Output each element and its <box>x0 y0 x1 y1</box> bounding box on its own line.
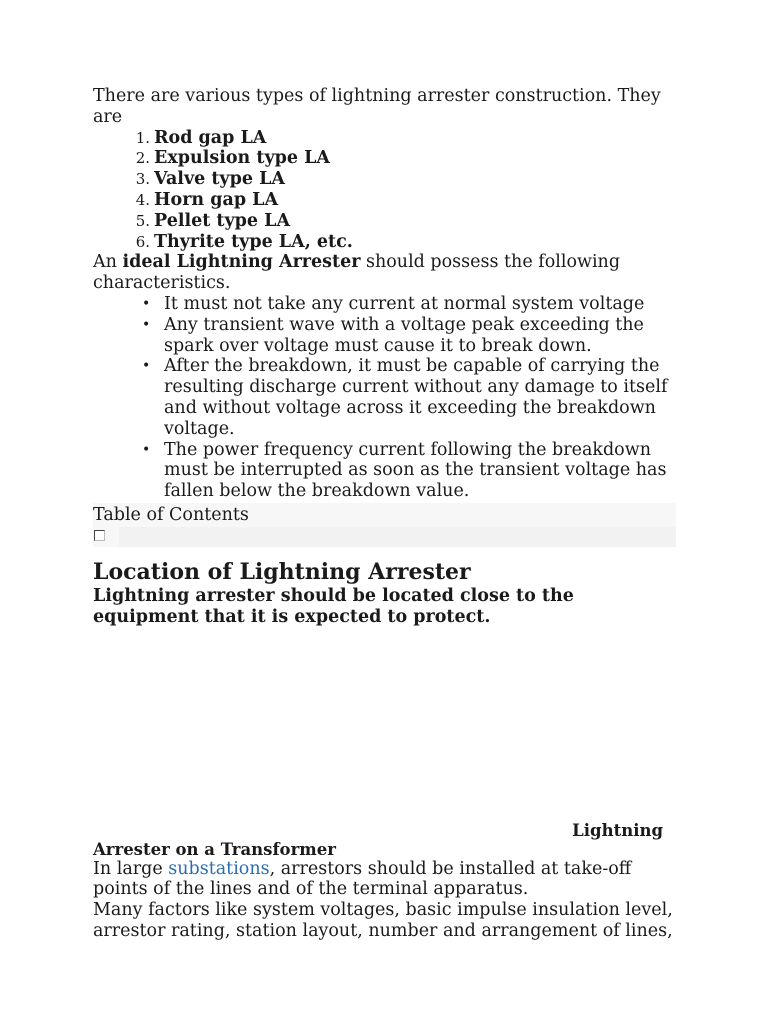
list-item <box>135 148 678 169</box>
list-item <box>135 231 678 253</box>
list-item <box>142 314 678 357</box>
substations-link[interactable]: substations <box>168 858 270 879</box>
list-item <box>142 439 678 502</box>
factors-paragraph: Many factors like system voltages, basic impulse insulation level, arrestor rating, station layout, number and arrangement of lines, <box>93 900 673 941</box>
intro-text: There are various types of lightning arrester construction. They are <box>93 86 661 127</box>
ideal-bold-text: ideal Lightning Arrester <box>122 252 361 273</box>
list-item-label: Expulsion type LA <box>154 148 330 169</box>
ideal-prefix: An <box>93 252 123 273</box>
characteristics-list <box>93 294 678 502</box>
characteristic-text: After the breakdown, it must be capable of carrying the resulting discharge current without any damage to itself and without voltage across it exceeding the breakdown voltage. <box>164 356 668 439</box>
bullet-icon: • <box>142 316 151 333</box>
list-number: 4. <box>135 190 150 209</box>
characteristic-text: Any transient wave with a voltage peak exceeding the spark over voltage must cause it to break down. <box>164 314 644 356</box>
characteristic-text: It must not take any current at normal system voltage <box>164 293 645 314</box>
image-caption-line2: Arrester on a Transformer <box>93 839 336 859</box>
location-heading: Location of Lightning Arrester <box>93 558 471 585</box>
substations-paragraph <box>93 859 678 901</box>
list-item <box>135 210 678 232</box>
list-item-label: Valve type LA <box>154 169 285 190</box>
list-item-label: Horn gap LA <box>154 189 279 210</box>
table-of-contents <box>93 503 676 547</box>
document-page <box>93 86 678 942</box>
image-caption-line1: Lightning <box>572 820 663 840</box>
toc-toggle-checkbox[interactable] <box>94 530 105 541</box>
list-number: 6. <box>135 232 150 251</box>
list-item <box>135 127 678 149</box>
toc-title: Table of Contents <box>93 504 249 525</box>
list-item <box>142 356 678 439</box>
bullet-icon: • <box>142 358 151 375</box>
list-item <box>142 293 678 315</box>
list-item-label: Pellet type LA <box>154 210 291 231</box>
list-number: 1. <box>135 128 150 147</box>
list-item-label: Thyrite type LA, etc. <box>154 231 353 252</box>
para1-suffix: , arrestors should be installed at take-off points of the lines and of the terminal apparatus. <box>93 858 632 900</box>
ideal-arrester-paragraph <box>93 252 678 294</box>
para1-prefix: In large <box>93 858 169 879</box>
bullet-icon: • <box>142 441 151 458</box>
list-number: 2. <box>135 149 150 168</box>
ideal-suffix: should possess the following characteristics. <box>93 252 621 294</box>
list-item <box>135 189 678 211</box>
location-subheading: Lightning arrester should be located close to the equipment that it is expected to protect. <box>93 585 574 627</box>
list-item <box>135 169 678 190</box>
bullet-icon: • <box>142 295 151 312</box>
arrester-types-list <box>93 128 678 253</box>
list-number: 5. <box>135 211 150 230</box>
characteristic-text: The power frequency current following the breakdown must be interrupted as soon as the transient voltage has fallen below the breakdown value. <box>164 439 667 502</box>
list-number: 3. <box>135 170 150 189</box>
toc-content-area <box>119 527 676 547</box>
list-item-label: Rod gap LA <box>154 127 267 148</box>
